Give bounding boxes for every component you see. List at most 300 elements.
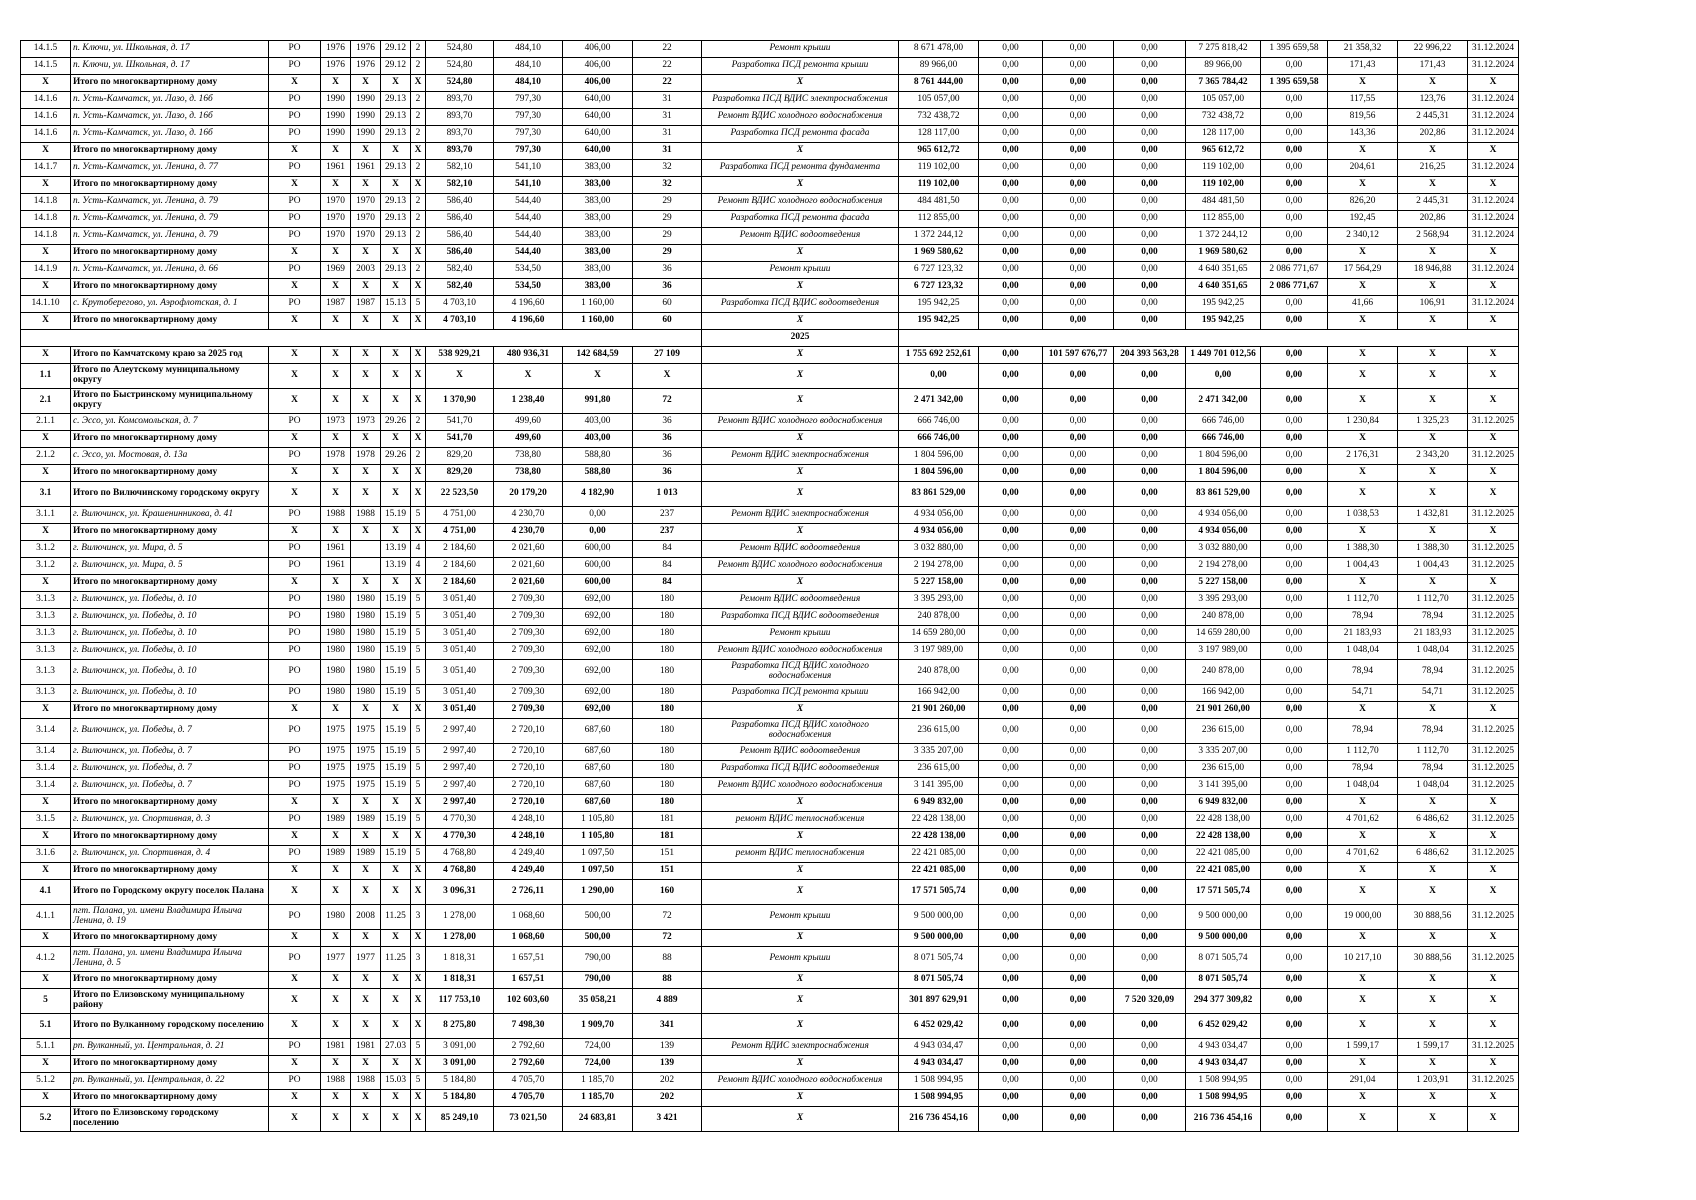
cell-col-17: 1 508 994,95: [1186, 1073, 1261, 1090]
cell-col-18: 0,00: [1261, 194, 1328, 211]
cell-col-17: 965 612,72: [1186, 143, 1261, 160]
cell-col-13: 4 943 034,47: [899, 1039, 979, 1056]
cell-col-7: Х: [411, 930, 426, 947]
cell-col-15: 0,00: [1043, 245, 1114, 262]
cell-col-10: 687,60: [563, 795, 633, 812]
cell-col-2: Итого по многоквартирному дому: [71, 465, 269, 482]
cell-col-2: Итого по многоквартирному дому: [71, 313, 269, 330]
cell-col-15: 0,00: [1043, 1056, 1114, 1073]
cell-col-11: 1 013: [633, 482, 702, 507]
cell-col-12: Разработка ПСД ремонта фасада: [702, 211, 899, 228]
cell-col-19: 21 183,93: [1328, 626, 1398, 643]
cell-col-7: 2: [411, 109, 426, 126]
cell-col-10: 1 160,00: [563, 313, 633, 330]
cell-col-16: 0,00: [1114, 1014, 1186, 1039]
cell-col-4: Х: [321, 431, 351, 448]
cell-col-13: 105 057,00: [899, 92, 979, 109]
cell-col-18: 0,00: [1261, 160, 1328, 177]
cell-col-5: 1981: [351, 1039, 381, 1056]
cell-col-19: Х: [1328, 431, 1398, 448]
cell-col-13: 22 421 085,00: [899, 846, 979, 863]
table-row: [21, 812, 1519, 829]
cell-col-14: 0,00: [979, 643, 1043, 660]
cell-col-13: 21 901 260,00: [899, 702, 979, 719]
cell-col-8: 1 818,31: [426, 972, 494, 989]
cell-col-9: 484,10: [494, 58, 563, 75]
cell-col-2: Итого по многоквартирному дому: [71, 75, 269, 92]
cell-col-16: 0,00: [1114, 947, 1186, 972]
cell-col-21: Х: [1468, 702, 1519, 719]
cell-col-18: 0,00: [1261, 626, 1328, 643]
cell-col-17: 4 640 351,65: [1186, 279, 1261, 296]
cell-col-12: Х: [702, 702, 899, 719]
cell-col-18: 0,00: [1261, 465, 1328, 482]
cell-col-15: 101 597 676,77: [1043, 347, 1114, 364]
cell-col-14: 0,00: [979, 719, 1043, 744]
cell-col-14: 0,00: [979, 389, 1043, 414]
cell-col-4: Х: [321, 1090, 351, 1107]
cell-col-15: 0,00: [1043, 194, 1114, 211]
cell-col-2: п. Ключи, ул. Школьная, д. 17: [71, 41, 269, 58]
cell-col-9: 2 709,30: [494, 626, 563, 643]
cell-col-7: Х: [411, 972, 426, 989]
cell-col-11: 29: [633, 228, 702, 245]
cell-col-16: 0,00: [1114, 660, 1186, 685]
cell-col-18: 0,00: [1261, 863, 1328, 880]
cell-col-21: 31.12.2024: [1468, 92, 1519, 109]
cell-col-17: 2 471 342,00: [1186, 389, 1261, 414]
cell-col-12: Ремонт крыши: [702, 262, 899, 279]
cell-col-20: 1 048,04: [1398, 778, 1468, 795]
cell-col-11: 181: [633, 812, 702, 829]
cell-col-10: 687,60: [563, 761, 633, 778]
cell-col-10: Х: [563, 364, 633, 389]
cell-col-18: 0,00: [1261, 829, 1328, 846]
cell-col-4: Х: [321, 143, 351, 160]
cell-col-2: Итого по многоквартирному дому: [71, 1090, 269, 1107]
table-row: [21, 761, 1519, 778]
cell-col-19: 2 176,31: [1328, 448, 1398, 465]
cell-col-7: Х: [411, 431, 426, 448]
cell-col-11: 32: [633, 177, 702, 194]
cell-col-21: 31.12.2025: [1468, 1039, 1519, 1056]
cell-col-8: 4 751,00: [426, 507, 494, 524]
cell-col-15: 0,00: [1043, 626, 1114, 643]
cell-col-15: 0,00: [1043, 575, 1114, 592]
cell-col-6: 15.19: [381, 626, 411, 643]
cell-col-19: 78,94: [1328, 609, 1398, 626]
cell-col-8: 524,80: [426, 75, 494, 92]
cell-col-21: Х: [1468, 575, 1519, 592]
cell-col-13: 301 897 629,91: [899, 989, 979, 1014]
cell-col-3: РО: [269, 211, 321, 228]
cell-col-14: 0,00: [979, 702, 1043, 719]
cell-col-17: 8 071 505,74: [1186, 972, 1261, 989]
total-row: [21, 702, 1519, 719]
cell-col-12: Разработка ПСД ВДИС электроснабжения: [702, 92, 899, 109]
cell-col-21: Х: [1468, 364, 1519, 389]
cell-col-18: 1 395 659,58: [1261, 41, 1328, 58]
cell-col-2: Итого по многоквартирному дому: [71, 1056, 269, 1073]
cell-col-15: 0,00: [1043, 177, 1114, 194]
cell-col-6: Х: [381, 1090, 411, 1107]
cell-col-5: 1988: [351, 507, 381, 524]
cell-col-15: 0,00: [1043, 1107, 1114, 1132]
cell-col-14: 0,00: [979, 1014, 1043, 1039]
cell-col-15: 0,00: [1043, 761, 1114, 778]
cell-col-4: Х: [321, 465, 351, 482]
cell-col-5: 1988: [351, 1073, 381, 1090]
cell-col-9: 544,40: [494, 194, 563, 211]
cell-col-16: 0,00: [1114, 1107, 1186, 1132]
cell-col-11: 180: [633, 685, 702, 702]
cell-col-7: Х: [411, 1014, 426, 1039]
cell-col-4: Х: [321, 930, 351, 947]
cell-col-13: 22 428 138,00: [899, 829, 979, 846]
cell-col-17: 3 335 207,00: [1186, 744, 1261, 761]
cell-col-6: Х: [381, 347, 411, 364]
cell-col-8: Х: [426, 364, 494, 389]
cell-col-17: 294 377 309,82: [1186, 989, 1261, 1014]
cell-col-7: 5: [411, 812, 426, 829]
cell-col-6: 29.13: [381, 194, 411, 211]
cell-col-15: 0,00: [1043, 143, 1114, 160]
cell-col-18: 0,00: [1261, 880, 1328, 905]
cell-col-3: Х: [269, 829, 321, 846]
cell-col-16: 0,00: [1114, 795, 1186, 812]
table-row: [21, 296, 1519, 313]
cell-col-1: 3.1.4: [21, 778, 71, 795]
cell-col-7: 2: [411, 262, 426, 279]
cell-col-11: 139: [633, 1056, 702, 1073]
cell-col-20: Х: [1398, 431, 1468, 448]
total-row: [21, 465, 1519, 482]
cell-col-10: 1 097,50: [563, 846, 633, 863]
cell-col-20: 1 325,23: [1398, 414, 1468, 431]
cell-col-19: 78,94: [1328, 761, 1398, 778]
cell-col-11: 341: [633, 1014, 702, 1039]
cell-col-8: 582,10: [426, 177, 494, 194]
cell-col-18: 0,00: [1261, 846, 1328, 863]
cell-col-6: 29.13: [381, 228, 411, 245]
cell-col-1: 3.1.3: [21, 643, 71, 660]
cell-col-6: 29.13: [381, 109, 411, 126]
cell-col-6: 15.19: [381, 719, 411, 744]
cell-col-7: Х: [411, 863, 426, 880]
cell-col-2: Итого по Городскому округу поселок Палана: [71, 880, 269, 905]
cell-col-4: 1980: [321, 685, 351, 702]
cell-col-4: Х: [321, 245, 351, 262]
cell-col-3: Х: [269, 1107, 321, 1132]
cell-col-10: 1 909,70: [563, 1014, 633, 1039]
cell-col-7: Х: [411, 989, 426, 1014]
cell-col-19: Х: [1328, 702, 1398, 719]
cell-col-13: 8 671 478,00: [899, 41, 979, 58]
cell-col-11: 139: [633, 1039, 702, 1056]
cell-col-14: 0,00: [979, 364, 1043, 389]
cell-col-5: 1977: [351, 947, 381, 972]
cell-col-1: Х: [21, 177, 71, 194]
cell-col-10: 383,00: [563, 262, 633, 279]
total-row: [21, 347, 1519, 364]
cell-col-15: 0,00: [1043, 778, 1114, 795]
cell-col-13: 240 878,00: [899, 660, 979, 685]
cell-col-4: 1970: [321, 228, 351, 245]
cell-col-6: 11.25: [381, 905, 411, 930]
cell-col-21: 31.12.2025: [1468, 778, 1519, 795]
table-row: [21, 643, 1519, 660]
cell-col-9: 73 021,50: [494, 1107, 563, 1132]
cell-col-6: 29.13: [381, 262, 411, 279]
cell-col-11: 180: [633, 795, 702, 812]
cell-col-12: Ремонт ВДИС электроснабжения: [702, 448, 899, 465]
cell-col-20: 30 888,56: [1398, 905, 1468, 930]
cell-col-21: Х: [1468, 431, 1519, 448]
cell-col-10: 640,00: [563, 143, 633, 160]
cell-col-17: 1 449 701 012,56: [1186, 347, 1261, 364]
cell-col-17: 119 102,00: [1186, 177, 1261, 194]
cell-col-21: 31.12.2025: [1468, 448, 1519, 465]
cell-col-18: 0,00: [1261, 126, 1328, 143]
cell-col-13: 236 615,00: [899, 761, 979, 778]
cell-col-21: 31.12.2025: [1468, 846, 1519, 863]
cell-col-4: Х: [321, 575, 351, 592]
cell-col-3: РО: [269, 1039, 321, 1056]
cell-col-12: ремонт ВДИС теплоснабжения: [702, 812, 899, 829]
table-row: [21, 228, 1519, 245]
cell-col-5: 2003: [351, 262, 381, 279]
cell-col-10: 600,00: [563, 558, 633, 575]
cell-col-3: РО: [269, 761, 321, 778]
cell-col-19: 78,94: [1328, 719, 1398, 744]
cell-col-20: Х: [1398, 465, 1468, 482]
cell-col-18: 0,00: [1261, 930, 1328, 947]
cell-col-11: 84: [633, 541, 702, 558]
cell-col-5: Х: [351, 972, 381, 989]
cell-col-8: 586,40: [426, 194, 494, 211]
cell-col-13: 1 969 580,62: [899, 245, 979, 262]
cell-col-2: Итого по многоквартирному дому: [71, 279, 269, 296]
cell-col-8: 2 997,40: [426, 795, 494, 812]
cell-col-9: 20 179,20: [494, 482, 563, 507]
cell-col-2: Итого по многоквартирному дому: [71, 829, 269, 846]
cell-col-2: Итого по многоквартирному дому: [71, 702, 269, 719]
cell-col-17: 119 102,00: [1186, 160, 1261, 177]
cell-col-1: 14.1.6: [21, 109, 71, 126]
cell-col-12: Х: [702, 143, 899, 160]
cell-col-8: 5 184,80: [426, 1090, 494, 1107]
cell-col-19: 117,55: [1328, 92, 1398, 109]
cell-col-4: 1980: [321, 592, 351, 609]
cell-col-1: 5.1.1: [21, 1039, 71, 1056]
cell-col-16: 204 393 563,28: [1114, 347, 1186, 364]
cell-col-7: Х: [411, 313, 426, 330]
cell-col-15: 0,00: [1043, 211, 1114, 228]
cell-col-3: РО: [269, 58, 321, 75]
cell-col-1: 3.1.3: [21, 609, 71, 626]
cell-col-21: Х: [1468, 143, 1519, 160]
cell-col-1: Х: [21, 972, 71, 989]
cell-col-17: 1 804 596,00: [1186, 465, 1261, 482]
cell-col-19: 1 112,70: [1328, 592, 1398, 609]
cell-col-10: 687,60: [563, 744, 633, 761]
year-separator-blank: [899, 330, 1519, 347]
cell-col-19: 1 599,17: [1328, 1039, 1398, 1056]
cell-col-16: 0,00: [1114, 279, 1186, 296]
cell-col-19: 1 048,04: [1328, 778, 1398, 795]
cell-col-20: Х: [1398, 482, 1468, 507]
cell-col-12: Ремонт крыши: [702, 626, 899, 643]
cell-col-17: 14 659 280,00: [1186, 626, 1261, 643]
cell-col-4: 1961: [321, 558, 351, 575]
cell-col-19: 204,61: [1328, 160, 1398, 177]
cell-col-13: 6 727 123,32: [899, 279, 979, 296]
cell-col-19: 171,43: [1328, 58, 1398, 75]
cell-col-12: Х: [702, 863, 899, 880]
cell-col-18: 0,00: [1261, 558, 1328, 575]
cell-col-14: 0,00: [979, 465, 1043, 482]
cell-col-18: 2 086 771,67: [1261, 279, 1328, 296]
cell-col-1: 2.1: [21, 389, 71, 414]
cell-col-7: Х: [411, 143, 426, 160]
cell-col-8: 3 091,00: [426, 1039, 494, 1056]
cell-col-14: 0,00: [979, 160, 1043, 177]
cell-col-4: Х: [321, 702, 351, 719]
cell-col-12: Разработка ПСД ремонта фундамента: [702, 160, 899, 177]
cell-col-19: Х: [1328, 829, 1398, 846]
cell-col-13: 1 804 596,00: [899, 448, 979, 465]
cell-col-17: 5 227 158,00: [1186, 575, 1261, 592]
cell-col-10: 1 160,00: [563, 296, 633, 313]
cell-col-11: 29: [633, 245, 702, 262]
cell-col-6: Х: [381, 279, 411, 296]
cell-col-2: Итого по Вилючинскому городскому округу: [71, 482, 269, 507]
cell-col-14: 0,00: [979, 41, 1043, 58]
cell-col-13: 195 942,25: [899, 313, 979, 330]
cell-col-18: 2 086 771,67: [1261, 262, 1328, 279]
cell-col-16: 0,00: [1114, 160, 1186, 177]
cell-col-2: г. Вилючинск, ул. Победы, д. 7: [71, 778, 269, 795]
table-row: [21, 262, 1519, 279]
cell-col-14: 0,00: [979, 541, 1043, 558]
cell-col-16: 0,00: [1114, 296, 1186, 313]
cell-col-3: Х: [269, 177, 321, 194]
cell-col-10: 500,00: [563, 905, 633, 930]
cell-col-5: Х: [351, 465, 381, 482]
cell-col-9: 2 720,10: [494, 761, 563, 778]
cell-col-5: 1980: [351, 643, 381, 660]
cell-col-9: 2 021,60: [494, 558, 563, 575]
cell-col-13: 965 612,72: [899, 143, 979, 160]
cell-col-10: 687,60: [563, 719, 633, 744]
cell-col-14: 0,00: [979, 1107, 1043, 1132]
cell-col-19: 2 340,12: [1328, 228, 1398, 245]
cell-col-17: 7 365 784,42: [1186, 75, 1261, 92]
cell-col-16: 0,00: [1114, 880, 1186, 905]
cell-col-4: 1990: [321, 92, 351, 109]
cell-col-20: 21 183,93: [1398, 626, 1468, 643]
cell-col-15: 0,00: [1043, 414, 1114, 431]
cell-col-10: 406,00: [563, 75, 633, 92]
cell-col-16: 0,00: [1114, 1056, 1186, 1073]
cell-col-3: Х: [269, 524, 321, 541]
cell-col-12: Ремонт ВДИС холодного водоснабжения: [702, 109, 899, 126]
cell-col-19: 78,94: [1328, 660, 1398, 685]
cell-col-5: Х: [351, 482, 381, 507]
cell-col-2: Итого по многоквартирному дому: [71, 245, 269, 262]
cell-col-1: 3.1: [21, 482, 71, 507]
cell-col-12: Х: [702, 1014, 899, 1039]
cell-col-19: 192,45: [1328, 211, 1398, 228]
cell-col-1: 3.1.4: [21, 761, 71, 778]
cell-col-5: Х: [351, 989, 381, 1014]
cell-col-13: 3 141 395,00: [899, 778, 979, 795]
cell-col-21: 31.12.2025: [1468, 541, 1519, 558]
cell-col-12: Х: [702, 1090, 899, 1107]
total-row: [21, 930, 1519, 947]
cell-col-1: Х: [21, 245, 71, 262]
total-row: [21, 829, 1519, 846]
cell-col-12: Ремонт ВДИС холодного водоснабжения: [702, 414, 899, 431]
cell-col-10: 1 185,70: [563, 1090, 633, 1107]
cell-col-5: Х: [351, 143, 381, 160]
cell-col-10: 692,00: [563, 609, 633, 626]
cell-col-1: 5.1.2: [21, 1073, 71, 1090]
cell-col-1: Х: [21, 313, 71, 330]
cell-col-12: Х: [702, 389, 899, 414]
cell-col-17: 195 942,25: [1186, 296, 1261, 313]
cell-col-1: 14.1.8: [21, 194, 71, 211]
cell-col-10: 383,00: [563, 245, 633, 262]
cell-col-4: 1988: [321, 1073, 351, 1090]
cell-col-7: Х: [411, 75, 426, 92]
cell-col-11: 32: [633, 160, 702, 177]
cell-col-17: 1 804 596,00: [1186, 448, 1261, 465]
cell-col-20: 54,71: [1398, 685, 1468, 702]
cell-col-16: 0,00: [1114, 863, 1186, 880]
cell-col-17: 9 500 000,00: [1186, 905, 1261, 930]
cell-col-1: 5: [21, 989, 71, 1014]
cell-col-16: 0,00: [1114, 313, 1186, 330]
cell-col-8: 582,40: [426, 262, 494, 279]
cell-col-12: Х: [702, 431, 899, 448]
cell-col-8: 3 051,40: [426, 702, 494, 719]
cell-col-6: 15.19: [381, 778, 411, 795]
cell-col-21: Х: [1468, 880, 1519, 905]
cell-col-7: Х: [411, 177, 426, 194]
cell-col-10: 383,00: [563, 160, 633, 177]
cell-col-10: 383,00: [563, 228, 633, 245]
cell-col-10: 640,00: [563, 92, 633, 109]
cell-col-16: 0,00: [1114, 643, 1186, 660]
cell-col-2: г. Вилючинск, ул. Победы, д. 10: [71, 643, 269, 660]
cell-col-6: Х: [381, 863, 411, 880]
cell-col-14: 0,00: [979, 448, 1043, 465]
cell-col-14: 0,00: [979, 507, 1043, 524]
cell-col-4: Х: [321, 313, 351, 330]
cell-col-16: 0,00: [1114, 92, 1186, 109]
cell-col-11: 180: [633, 626, 702, 643]
year-separator-blank: [21, 330, 702, 347]
cell-col-16: 0,00: [1114, 761, 1186, 778]
cell-col-8: 3 091,00: [426, 1056, 494, 1073]
cell-col-17: 240 878,00: [1186, 609, 1261, 626]
cell-col-21: Х: [1468, 1090, 1519, 1107]
cell-col-11: Х: [633, 364, 702, 389]
cell-col-5: 1990: [351, 109, 381, 126]
cell-col-20: 6 486,62: [1398, 846, 1468, 863]
cell-col-15: 0,00: [1043, 228, 1114, 245]
